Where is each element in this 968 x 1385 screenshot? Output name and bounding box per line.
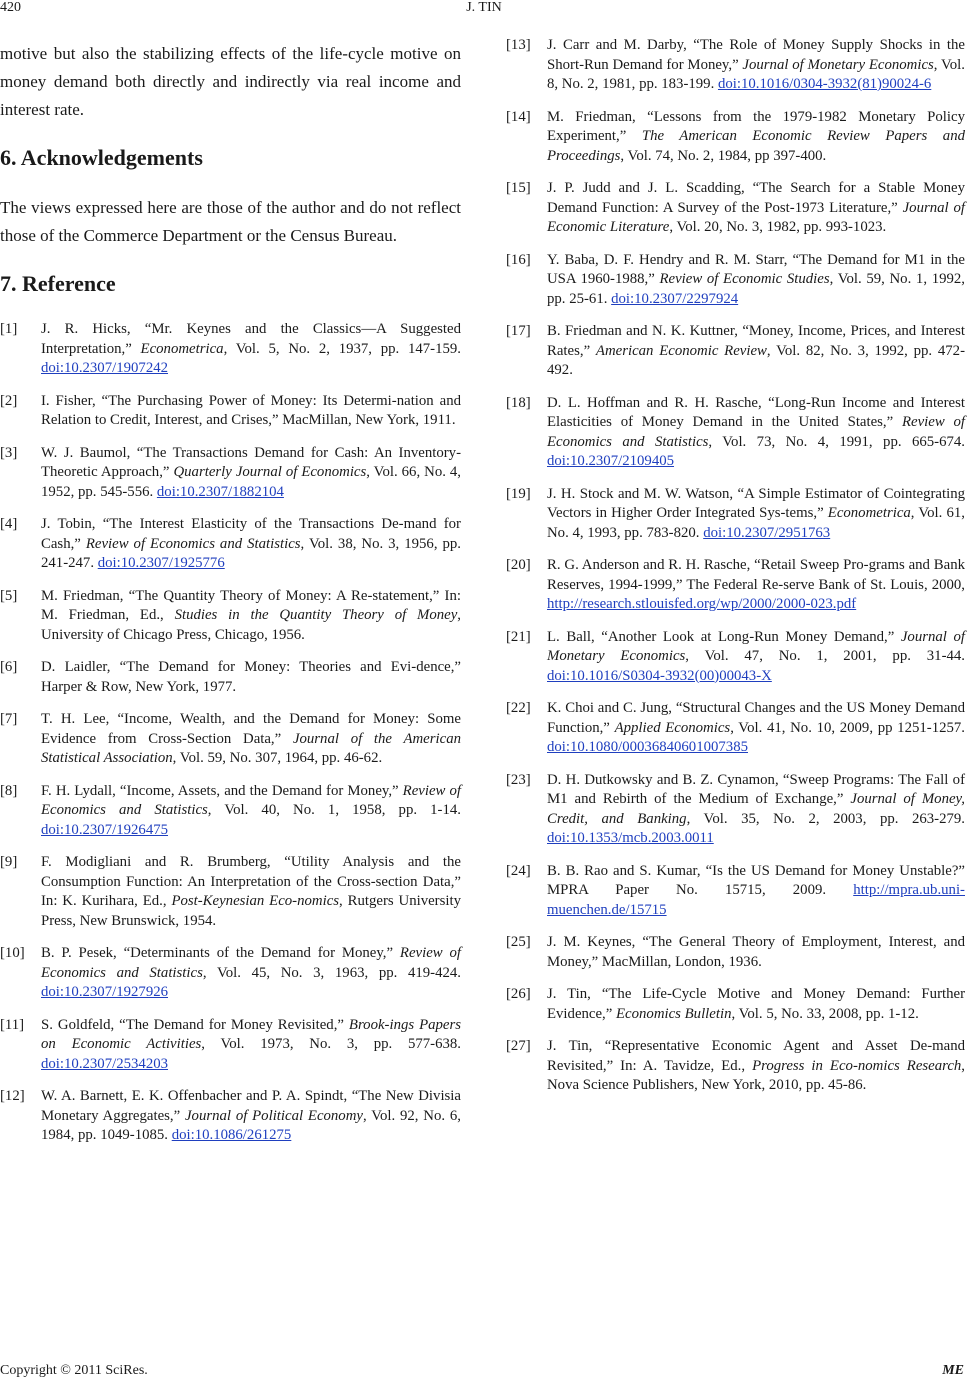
reference-source: Review of Economics and Statistics [85, 535, 301, 552]
reference-number: [7] [0, 711, 18, 727]
reference-number: [17] [506, 323, 531, 339]
reference-text: J. Carr and M. Darby, “The Role of Money Supply Shocks in the Short-Run Demand for Money,” [547, 37, 965, 73]
reference-number: [3] [0, 444, 18, 461]
reference-text: T. H. Lee, “Income, Wealth, and the Demand for Money: Some Evidence from Cross-Section Data,” [41, 711, 461, 747]
reference-number: [12] [0, 1088, 25, 1104]
reference-source: Econometrica [140, 340, 224, 357]
reference-text: B. Friedman and N. K. Kuttner, “Money, Income, Prices, and Interest Rates,” [547, 323, 965, 359]
reference-link[interactable]: doi:10.2307/1925776 [97, 555, 225, 571]
page-number: 420 [0, 0, 21, 15]
reference-item [506, 628, 965, 687]
reference-item [506, 699, 965, 758]
reference-text: J. M. Keynes, “The General Theory of Employment, Interest, and Money,” MacMillan, London, 1936. [547, 934, 965, 970]
reference-text: R. G. Anderson and R. H. Rasche, “Retail Sweep Pro-grams and Bank Reserves, 1994-1999,” The Federal Re-serve Bank of St. Louis, 2000, [547, 557, 965, 593]
running-head: J. TIN [466, 0, 502, 15]
reference-item [506, 985, 965, 1024]
reference-details: , Vol. 73, No. 4, 1991, pp. 665-674. [708, 433, 965, 450]
reference-details: , Vol. 74, No. 2, 1984, pp 397-400. [620, 147, 827, 164]
reference-number: [13] [506, 37, 531, 53]
reference-source: Journal of Monetary Economics [742, 56, 934, 73]
reference-text: J. R. Hicks, “Mr. Keynes and the Classics―A Suggested Interpretation,” [41, 321, 461, 357]
reference-text: K. Choi and C. Jung, “Structural Changes and the US Money Demand Function,” [547, 700, 965, 736]
reference-number: [27] [506, 1038, 531, 1054]
reference-item [506, 556, 965, 615]
reference-text: J. P. Judd and J. L. Scadding, “The Search for a Stable Money Demand Function: A Survey of the Post-1973 Literature,” [547, 180, 965, 216]
reference-item [506, 251, 965, 310]
reference-item [0, 320, 461, 379]
reference-details: , Vol. 40, No. 1, 1958, pp. 1-14. [207, 802, 461, 818]
reference-item [506, 322, 965, 381]
reference-text: M. Friedman, “Lessons from the 1979-1982 Monetary Policy Experiment,” [547, 108, 965, 144]
reference-link[interactable]: http://research.stlouisfed.org/wp/2000/2000-023.pdf [547, 596, 857, 612]
reference-source: Journal of Economic Literature [547, 199, 965, 235]
reference-details: , Vol. 5, No. 33, 2008, pp. 1-12. [731, 1005, 919, 1022]
reference-number: [6] [0, 659, 18, 675]
reference-link[interactable]: doi:10.1016/0304-3932(81)90024-6 [717, 76, 932, 92]
reference-source: Journal of the American Statistical Association [41, 730, 461, 766]
reference-text: F. Modigliani and R. Brumberg, “Utility Analysis and the Consumption Function: An Interpretation of the Cross-section Data,” In: K. Kurihara, Ed., [41, 854, 461, 909]
reference-details: , Vol. 92, No. 6, 1984, pp. 1049-1085. [41, 1107, 461, 1143]
reference-number: [24] [506, 862, 531, 879]
page-header [0, 0, 968, 22]
reference-text: M. Friedman, “The Quantity Theory of Money: A Re-statement,” In: M. Friedman, Ed., [41, 587, 461, 623]
reference-details: , Vol. 20, No. 3, 1982, pp. 993-1023. [669, 219, 887, 235]
reference-link[interactable]: doi:10.2307/2534203 [41, 1055, 169, 1072]
reference-link[interactable]: doi:10.2307/1907242 [41, 360, 169, 376]
reference-number: [25] [506, 934, 531, 950]
reference-text: D. Laidler, “The Demand for Money: Theories and Evi-dence,” Harper & Row, New York, 1977. [41, 659, 461, 695]
reference-link[interactable]: doi:10.2307/1927926 [41, 984, 169, 1000]
reference-item [506, 933, 965, 972]
reference-source: Econometrica [827, 505, 911, 521]
reference-number: [11] [0, 1016, 25, 1033]
reference-number: [26] [506, 986, 531, 1002]
reference-source: Review of Economics and Statistics [547, 414, 965, 450]
right-column [506, 36, 965, 1109]
reference-number: [18] [506, 394, 531, 411]
reference-details: , University of Chicago Press, Chicago, 1956. [41, 607, 461, 643]
reference-source: Journal of Political Economy [184, 1107, 363, 1124]
reference-source: American Economic Review [595, 342, 767, 359]
reference-number: [8] [0, 782, 18, 799]
reference-text: S. Goldfeld, “The Demand for Money Revisited,” [41, 1016, 349, 1033]
reference-link[interactable]: doi:10.1086/261275 [171, 1127, 292, 1143]
reference-text: W. J. Baumol, “The Transactions Demand for Cash: An Inventory-Theoretic Approach,” [41, 444, 461, 480]
reference-source: Applied Economics [614, 719, 731, 736]
reference-text: J. Tobin, “The Interest Elasticity of the Transactions De-mand for Cash,” [41, 516, 461, 552]
reference-link[interactable]: http://mpra.ub.uni-muenchen.de/15715 [547, 882, 965, 918]
reference-source: The American Economic Review Papers and Proceedings [547, 128, 966, 164]
reference-source: Quarterly Journal of Economics [173, 464, 367, 480]
reference-details: , Vol. 8, No. 2, 1981, pp. 183-199. [547, 56, 965, 92]
reference-item [0, 710, 461, 769]
reference-item [0, 515, 461, 574]
reference-details: , Vol. 35, No. 2, 2003, pp. 263-279. [686, 810, 966, 827]
copyright-notice: Copyright © 2011 SciRes. [0, 1363, 148, 1378]
reference-details: , Vol. 5, No. 2, 1937, pp. 147-159. [223, 340, 461, 357]
reference-text: J. Tin, “Representative Economic Agent and Asset De-mand Revisited,” In: A. Tavidze, Ed., [547, 1038, 965, 1074]
reference-text: W. A. Barnett, E. K. Offenbacher and P. A. Spindt, “The New Divisia Monetary Aggregates,” [41, 1088, 461, 1124]
reference-number: [22] [506, 700, 531, 716]
reference-details: , Vol. 1973, No. 3, pp. 577-638. [201, 1036, 461, 1052]
reference-source: Review of Economics and Statistics [41, 782, 461, 818]
reference-item [506, 394, 965, 472]
reference-item [0, 1087, 461, 1146]
references-heading: 7. Reference [0, 271, 116, 296]
acknowledgements-heading: 6. Acknowledgements [0, 145, 203, 170]
reference-number: [9] [0, 854, 18, 870]
reference-number: [1] [0, 321, 18, 337]
reference-link[interactable]: doi:10.2307/1926475 [41, 821, 169, 838]
reference-number: [23] [506, 771, 531, 788]
reference-number: [19] [506, 485, 531, 502]
reference-source: Economics Bulletin [616, 1005, 732, 1022]
reference-details: , Vol. 82, No. 3, 1992, pp. 472-492. [547, 342, 966, 378]
intro-paragraph: motive but also the stabilizing effects of the life-cycle motive on money demand both directly and indirectly via real income and interest rate. [0, 44, 461, 119]
reference-source: Journal of Money, Credit, and Banking [547, 791, 965, 827]
reference-item [506, 1037, 965, 1096]
reference-details: , Vol. 38, No. 3, 1956, pp. 241-247. [41, 535, 461, 571]
reference-source: Post-Keynesian Eco-nomics [171, 893, 340, 909]
reference-text: B. B. Rao and S. Kumar, “Is the US Demand for Money Unstable?” MPRA Paper No. 15715, 2009. [547, 862, 965, 898]
reference-number: [16] [506, 251, 531, 268]
reference-details: , Vol. 61, No. 4, 1993, pp. 783-820. [547, 505, 965, 541]
reference-details: , Vol. 47, No. 1, 2001, pp. 31-44. [685, 648, 965, 664]
reference-text: B. P. Pesek, “Determinants of the Demand for Money,” [41, 945, 400, 961]
reference-number: [10] [0, 945, 25, 961]
reference-item [0, 1016, 461, 1075]
reference-item [506, 862, 965, 921]
reference-link[interactable]: doi:10.2307/1882104 [156, 483, 284, 500]
reference-details: , Vol. 41, No. 10, 2009, pp 1251-1257. [730, 719, 965, 736]
reference-source: Review of Economic Studies [659, 271, 830, 287]
reference-item [0, 944, 461, 1003]
reference-item [506, 36, 965, 95]
reference-text: J. H. Stock and M. W. Watson, “A Simple Estimator of Cointegrating Vectors in Higher Order Integrated Sys-tems,” [547, 485, 965, 521]
reference-number: [21] [506, 628, 531, 645]
reference-item [0, 392, 461, 431]
acknowledgements-text: The views expressed here are those of the author and do not reflect those of the Commerce Department or the Census Bureau. [0, 198, 461, 245]
reference-text: D. H. Dutkowsky and B. Z. Cynamon, “Sweep Programs: The Fall of M1 and Rebirth of the Medium of Exchange,” [547, 771, 965, 807]
reference-source: Progress in Eco-nomics Research [752, 1057, 962, 1074]
reference-link[interactable]: doi:10.2307/2951763 [703, 524, 831, 541]
reference-source: Review of Economics and Statistics [41, 945, 461, 981]
reference-list-right [506, 36, 965, 1096]
reference-source: Journal of Monetary Economics [547, 628, 965, 664]
reference-text: I. Fisher, “The Purchasing Power of Money: Its Determi-nation and Relation to Credit, Interest, and Crises,” MacMillan, New York, 1911. [41, 392, 461, 428]
reference-list-left [0, 320, 461, 1146]
left-column [0, 40, 461, 1159]
reference-number: [5] [0, 587, 18, 604]
reference-item [506, 485, 965, 544]
reference-text: D. L. Hoffman and R. H. Rasche, “Long-Run Income and Interest Elasticities of Money Demand in the United States,” [547, 394, 965, 430]
reference-item [506, 179, 965, 238]
reference-item [0, 444, 461, 503]
reference-source: Brook-ings Papers on Economic Activities [41, 1016, 461, 1052]
reference-item [0, 658, 461, 697]
reference-text: Y. Baba, D. F. Hendry and R. M. Starr, “The Demand for M1 in the USA 1960-1988,” [547, 251, 965, 287]
reference-details: , Vol. 59, No. 307, 1964, pp. 46-62. [172, 750, 383, 766]
journal-abbreviation: ME [942, 1363, 964, 1378]
reference-link[interactable]: doi:10.1353/mcb.2003.0011 [547, 830, 714, 846]
reference-link[interactable]: doi:10.1016/S0304-3932(00)00043-X [547, 667, 772, 684]
reference-link[interactable]: doi:10.1080/00036840601007385 [547, 739, 748, 755]
reference-number: [20] [506, 557, 531, 573]
reference-link[interactable]: doi:10.2307/2109405 [547, 453, 675, 469]
reference-details: , Nova Science Publishers, New York, 2010, pp. 45-86. [547, 1057, 965, 1093]
reference-item [506, 108, 965, 167]
reference-number: [4] [0, 516, 18, 532]
reference-link[interactable]: doi:10.2307/2297924 [611, 290, 739, 307]
reference-details: , Vol. 45, No. 3, 1963, pp. 419-424. [202, 964, 461, 981]
reference-details: , Vol. 66, No. 4, 1952, pp. 545-556. [41, 464, 462, 500]
reference-details: , Rutgers University Press, New Brunswick, 1954. [41, 893, 461, 929]
reference-text: F. H. Lydall, “Income, Assets, and the Demand for Money,” [41, 782, 403, 799]
reference-number: [15] [506, 180, 531, 196]
reference-number: [2] [0, 392, 18, 409]
reference-item [506, 771, 965, 849]
reference-text: L. Ball, “Another Look at Long-Run Money Demand,” [547, 628, 901, 645]
reference-source: Studies in the Quantity Theory of Money [174, 607, 458, 623]
reference-item [0, 587, 461, 646]
reference-item [0, 782, 461, 841]
reference-item [0, 853, 461, 931]
reference-number: [14] [506, 108, 531, 125]
reference-text: J. Tin, “The Life-Cycle Motive and Money Demand: Further Evidence,” [547, 986, 965, 1022]
reference-details: , Vol. 59, No. 1, 1992, pp. 25-61. [547, 271, 965, 307]
